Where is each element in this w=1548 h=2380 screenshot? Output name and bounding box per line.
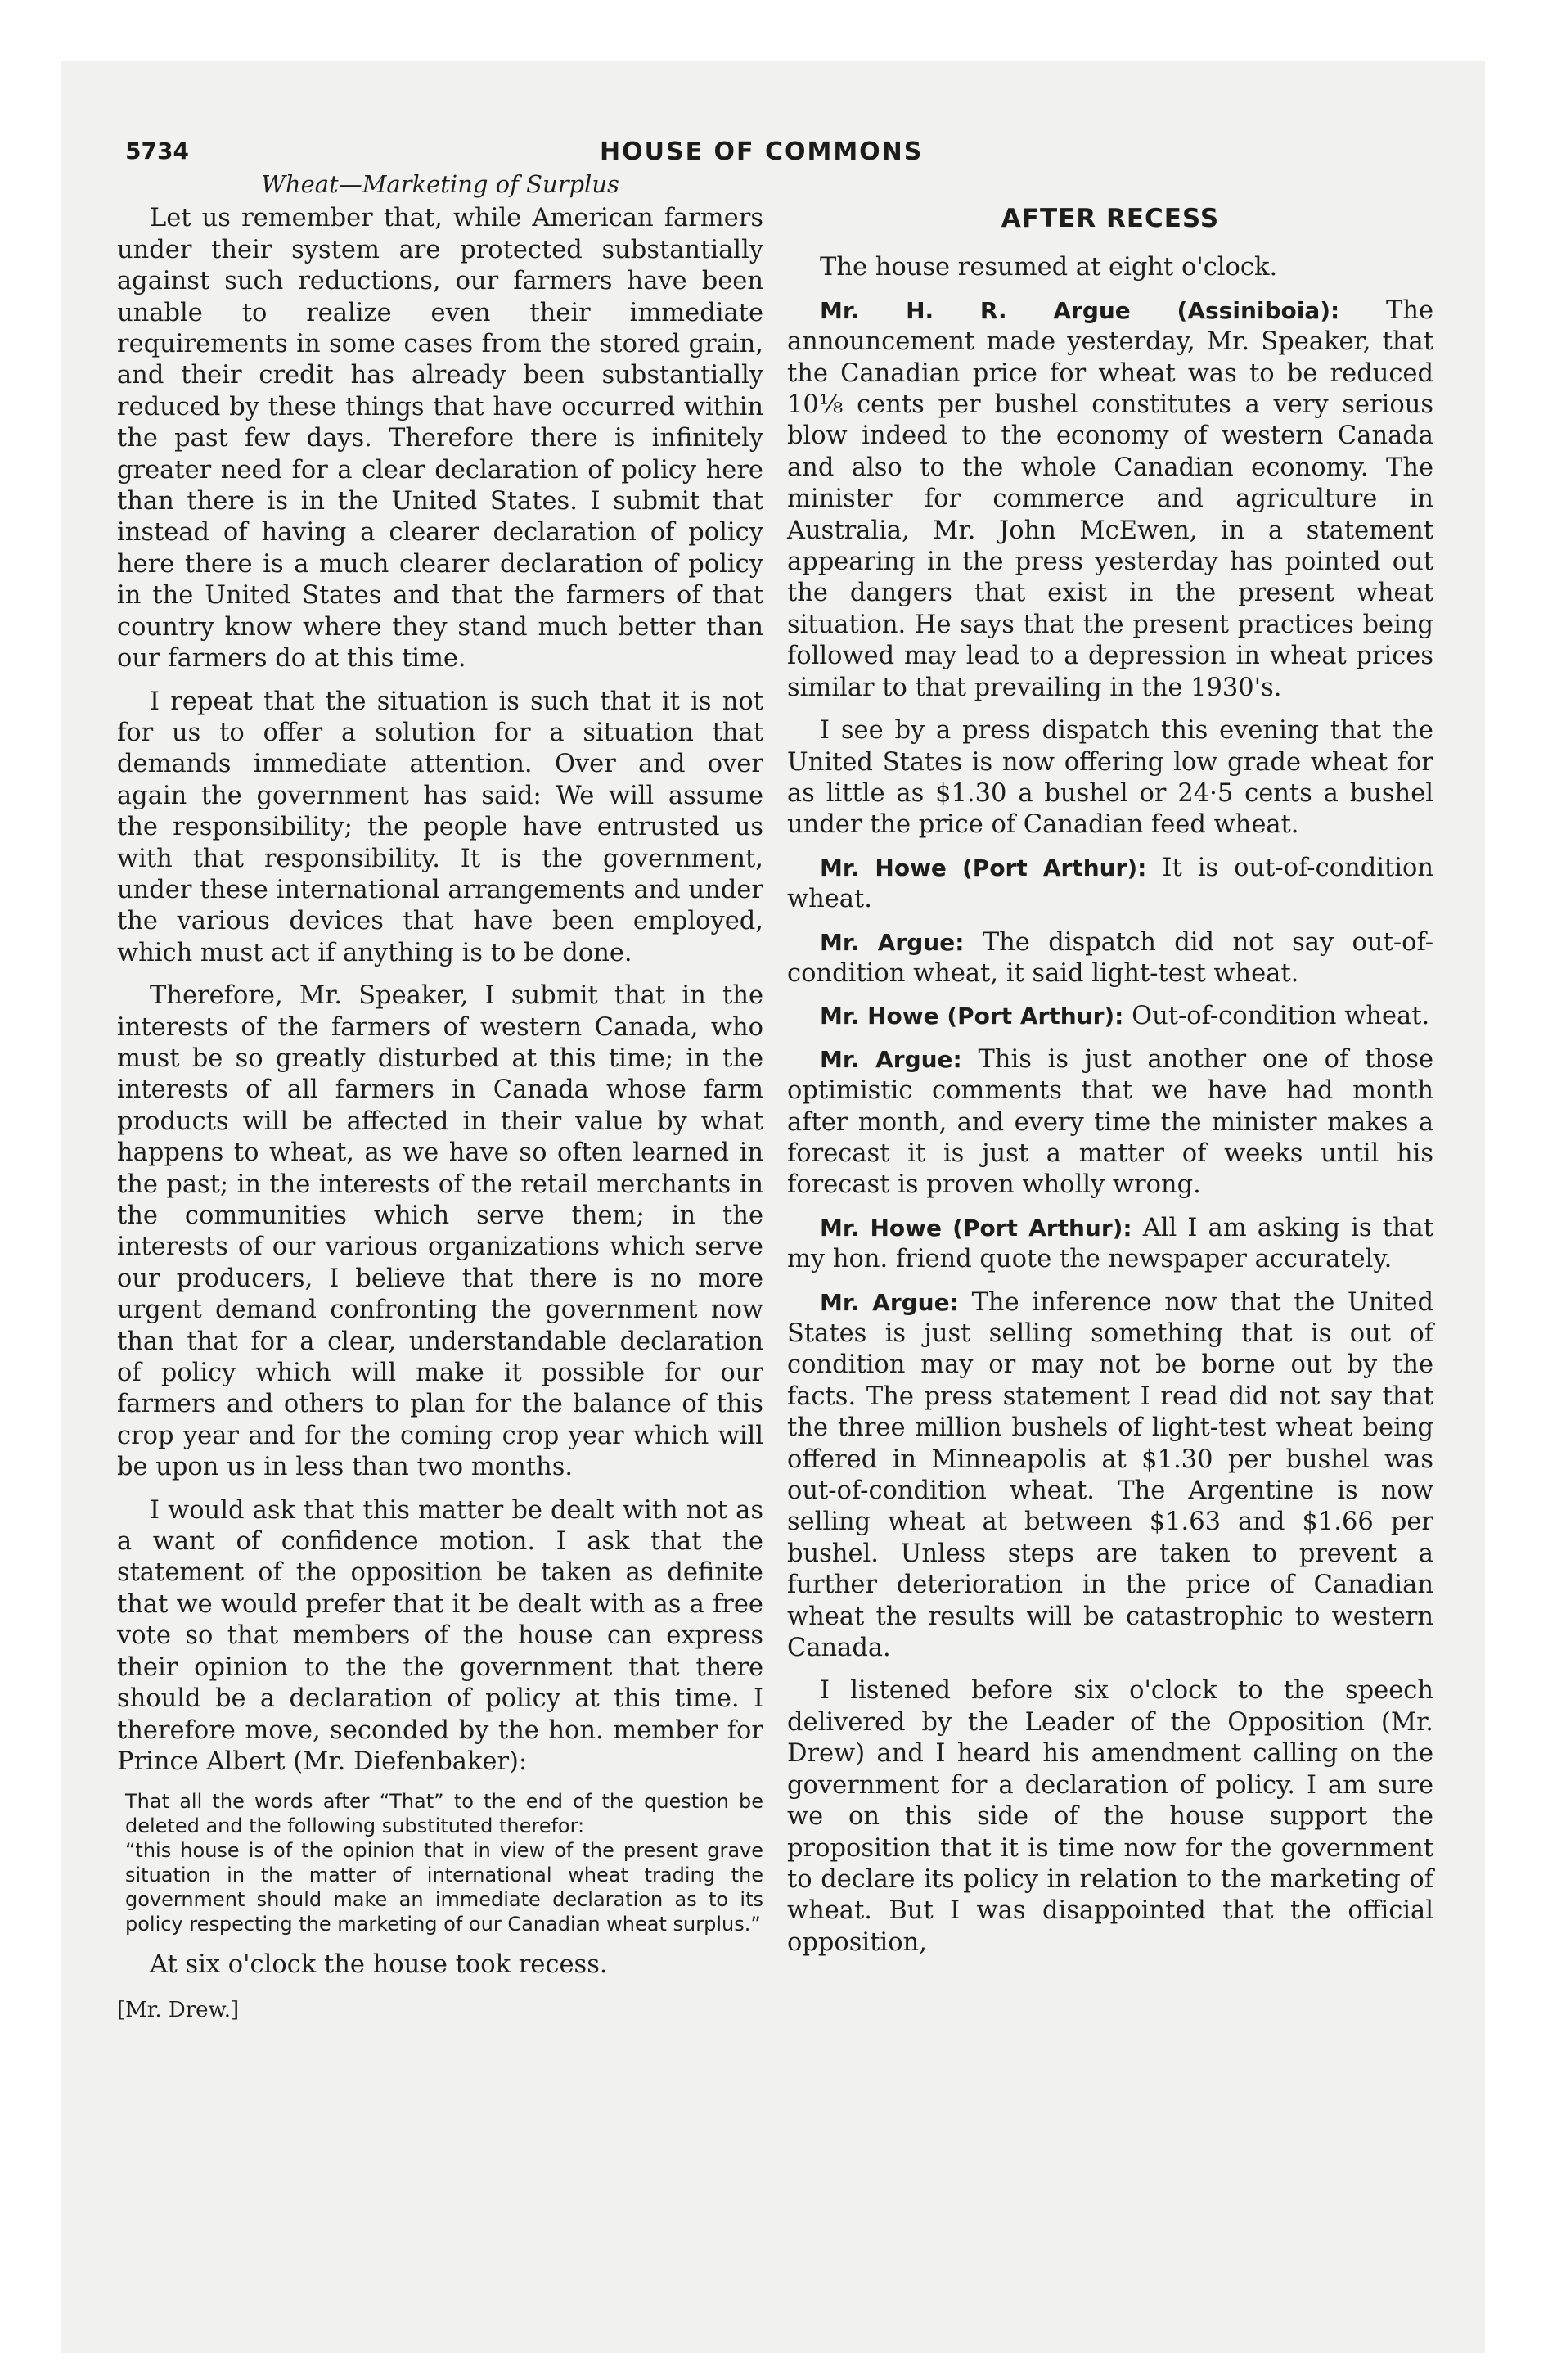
speech-paragraph (787, 1001, 1433, 1032)
speaker-name: Mr. H. R. Argue (Assiniboia): (820, 296, 1340, 324)
speaker-name: Mr. Argue: (820, 1288, 959, 1316)
resumed-note: The house resumed at eight o'clock. (820, 253, 1278, 282)
speaker-name: Mr. Argue: (820, 1045, 962, 1073)
speech-paragraph (787, 1044, 1433, 1201)
speech-text: I listened before six o'clock to the speech delivered by the Leader of the Opposition (Mr. Drew) and I heard his amendment calling on the government for a declaration of policy. I am sure we on this side of the house support the proposition that it is time now for the government to declare its policy in relation to the marketing of wheat. But I was disappointed that the official opposition, (787, 1676, 1433, 1957)
motion-quote (125, 1789, 763, 1936)
running-head: HOUSE OF COMMONS (600, 137, 924, 166)
page-header (125, 137, 1451, 170)
speech-text: I see by a press dispatch this evening that the United States is now offering low grade wheat for as little as $1.30 a bushel or 24·5 cents a bushel under the price of Canadian feed wheat. (787, 716, 1433, 840)
right-column (787, 203, 1433, 1970)
paragraph: I repeat that the situation is such that it is not for us to offer a solution for a situation that demands immediate attention. Over and over again the government has said: We will assume the responsibility; the people have entrusted us with that responsibility. It is the government, under these international arrangements and under the various devices that have been employed, which must act if anything is to be done. (117, 687, 763, 967)
speaker-name: Mr. Argue: (820, 928, 965, 956)
speech-paragraph (787, 715, 1433, 841)
speaker-name: Mr. Howe (Port Arthur): (820, 1003, 1124, 1030)
motion-intro: That all the words after “That” to the end of the question be deleted and the following substituted therefor: (125, 1790, 763, 1838)
speech-paragraph (787, 1213, 1433, 1276)
paragraph: Therefore, Mr. Speaker, I submit that in the interests of the farmers of western Canada, who must be so greatly disturbed at this time; in the interests of all farmers in Canada whose farm products will be affected in their value by what happens to wheat, as we have so often learned in the past; in the interests of the retail merchants in the communities which serve them; in the interests of our various organizations which serve our producers, I believe that there is no more urgent demand confronting the government now than that for a clear, understandable declaration of policy which will make it possible for our farmers and others to plan for the balance of this crop year and for the coming crop year which will be upon us in less than two months. (117, 981, 763, 1482)
speech-text: The dispatch did not say out-of-condition wheat, it said light-test wheat. (787, 927, 1433, 988)
recess-note: At six o'clock the house took recess. (150, 1950, 608, 1980)
paragraph: I would ask that this matter be dealt with not as a want of confidence motion. I ask that the statement of the opposition be taken as definite that we would prefer that it be dealt with as a free vote so that members of the house can express their opinion to the the government that there should be a declaration of policy at this time. I therefore move, seconded by the hon. member for Prince Albert (Mr. Diefenbaker): (117, 1495, 763, 1776)
motion-text: “this house is of the opinion that in view of the present grave situation in the matter of international wheat trading the government should make an immediate declaration as to its policy respecting the marketing of our Canadian wheat surplus.” (125, 1839, 763, 1936)
speech-text: The announcement made yesterday, Mr. Speaker, that the Canadian price for wheat was to be reduced 10⅛ cents per bushel constitutes a very serious blow indeed to the economy of western Canada and also to the whole Canadian economy. The minister for commerce and agriculture in Australia, Mr. John McEwen, in a statement appearing in the press yesterday has pointed out the dangers that exist in the present wheat situation. He says that the present practices being followed may lead to a depression in wheat prices similar to that prevailing in the 1930's. (787, 295, 1433, 702)
speech-text: All I am asking is that my hon. friend quote the newspaper accurately. (787, 1213, 1433, 1274)
speech-text: Out-of-condition wheat. (1132, 1002, 1430, 1031)
speech-paragraph (787, 853, 1433, 916)
speech-paragraph (787, 1675, 1433, 1959)
speech-paragraph (787, 295, 1433, 704)
speaker-tag: [Mr. Drew.] (117, 1997, 240, 2022)
speech-paragraph (787, 1287, 1433, 1665)
speaker-name: Mr. Howe (Port Arthur): (820, 854, 1147, 881)
speech-text: This is just another one of those optimistic comments that we have had month after month, and every time the minister makes a forecast it is just a matter of weeks until his forecast is proven wholly wrong. (787, 1044, 1433, 1200)
speech-paragraph (787, 927, 1433, 990)
speech-text: It is out-of-condition wheat. (787, 853, 1433, 914)
page-number: 5734 (125, 137, 189, 165)
speech-text: The inference now that the United States is just selling something that is out of condition may or may not be borne out by the facts. The press statement I read did not say that the three million bushels of light-test wheat being offered in Minneapolis at $1.30 per bushel was out-of-condition wheat. The Argentine is now selling wheat at between $1.63 and $1.66 per bushel. Unless steps are taken to prevent a further deterioration in the price of Canadian wheat the results will be catastrophic to western Canada. (787, 1287, 1433, 1663)
section-heading: AFTER RECESS (1001, 204, 1220, 233)
speaker-name: Mr. Howe (Port Arthur): (820, 1214, 1132, 1242)
section-subhead: Wheat—Marketing of Surplus (261, 170, 619, 198)
speeches-list (787, 295, 1433, 1959)
paragraph: Let us remember that, while American farmers under their system are protected substantially against such reductions, our farmers have been unable to realize even their immediate requirements in some cases from the stored grain, and their credit has already been substantially reduced by these things that have occurred within the past few days. Therefore there is infinitely greater need for a clear declaration of policy here than there is in the United States. I submit that instead of having a clearer declaration of policy here there is a much clearer declaration of policy in the United States and that the farmers of that country know where they stand much better than our farmers do at this time. (117, 204, 763, 674)
left-column (117, 169, 763, 2026)
